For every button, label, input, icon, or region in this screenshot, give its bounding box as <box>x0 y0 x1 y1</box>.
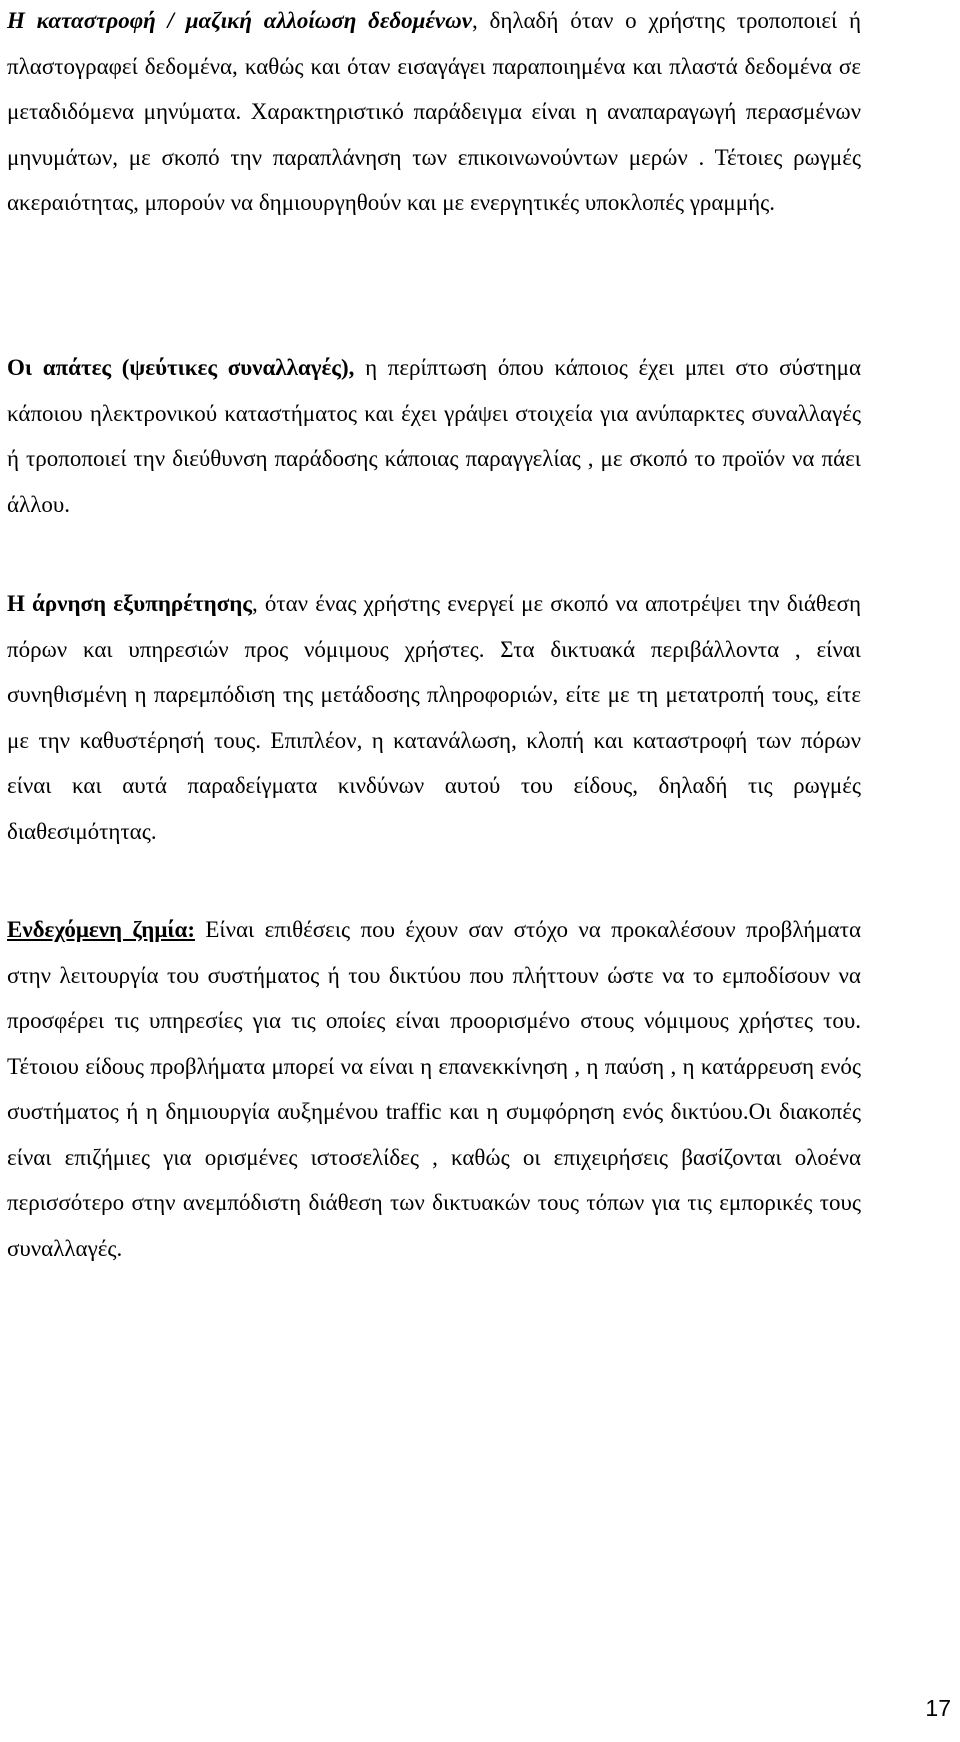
paragraph-data-destruction <box>7 0 861 226</box>
paragraph-body: Είναι επιθέσεις που έχουν σαν στόχο να προκαλέσουν προβλήματα στην λειτουργία του συστήματος ή του δικτύου που πλήττουν ώστε να το εμποδίσουν να προσφέρει τις υπηρεσίες για τις οποίες είναι προορισμένο στους νόμιμους χρήστες του. Τέτοιου είδους προβλήματα μπορεί να είναι η επανεκκίνηση , η παύση , η κατάρρευση ενός συστήματος ή η δημιουργία αυξημένου traffic και η συμφόρηση ενός δικτύου.Οι διακοπές είναι επιζήμιες για ορισμένες ιστοσελίδες , καθώς οι επιχειρήσεις βασίζονται ολοένα περισσότερο στην ανεμπόδιστη διάθεση των δικτυακών τους τόπων για τις εμπορικές τους συναλλαγές. <box>7 917 861 1261</box>
term-potential-damage: Ενδεχόμενη ζημία: <box>7 917 195 942</box>
paragraph-body: , όταν ένας χρήστης ενεργεί με σκοπό να αποτρέψει την διάθεση πόρων και υπηρεσιών προς νόμιμους χρήστες. Στα δικτυακά περιβάλλοντα , είναι συνηθισμένη η παρεμπόδιση της μετάδοσης πληροφοριών, είτε με τη μετατροπή τους, είτε με την καθυστέρησή τους. Επιπλέον, η κατανάλωση, κλοπή και καταστροφή των πόρων είναι και αυτά παραδείγματα κινδύνων αυτού του είδους, δηλαδή τις ρωγμές διαθεσιμότητας. <box>7 591 862 844</box>
term-denial-of-service: Η άρνηση εξυπηρέτησης <box>7 591 252 616</box>
paragraph-denial-of-service <box>7 581 861 854</box>
term-fraud: Οι απάτες (ψεύτικες συναλλαγές), <box>7 355 355 380</box>
paragraph-body: η περίπτωση όπου κάποιος έχει μπει στο σύστημα κάποιου ηλεκτρονικού καταστήματος και έχει γράψει στοιχεία για ανύπαρκτες συναλλαγές ή τροποποιεί την διεύθυνση παράδοσης κάποιας παραγγελίας , με σκοπό το προϊόν να πάει άλλου. <box>7 355 861 517</box>
paragraph-fraud <box>7 345 861 527</box>
term-data-destruction: Η καταστροφή / μαζική αλλοίωση δεδομένων <box>7 8 472 33</box>
paragraph-potential-damage <box>7 907 861 1271</box>
paragraph-body: , δηλαδή όταν ο χρήστης τροποποιεί ή πλαστογραφεί δεδομένα, καθώς και όταν εισαγάγει παραποιημένα και πλαστά δεδομένα σε μεταδιδόμενα μηνύματα. Χαρακτηριστικό παράδειγμα είναι η αναπαραγωγή περασμένων μηνυμάτων, με σκοπό την παραπλάνηση των επικοινωνούντων μερών . Τέτοιες ρωγμές ακεραιότητας, μπορούν να δημιουργηθούν και με ενεργητικές υποκλοπές γραμμής. <box>7 8 861 215</box>
page-number: 17 <box>925 1695 951 1721</box>
